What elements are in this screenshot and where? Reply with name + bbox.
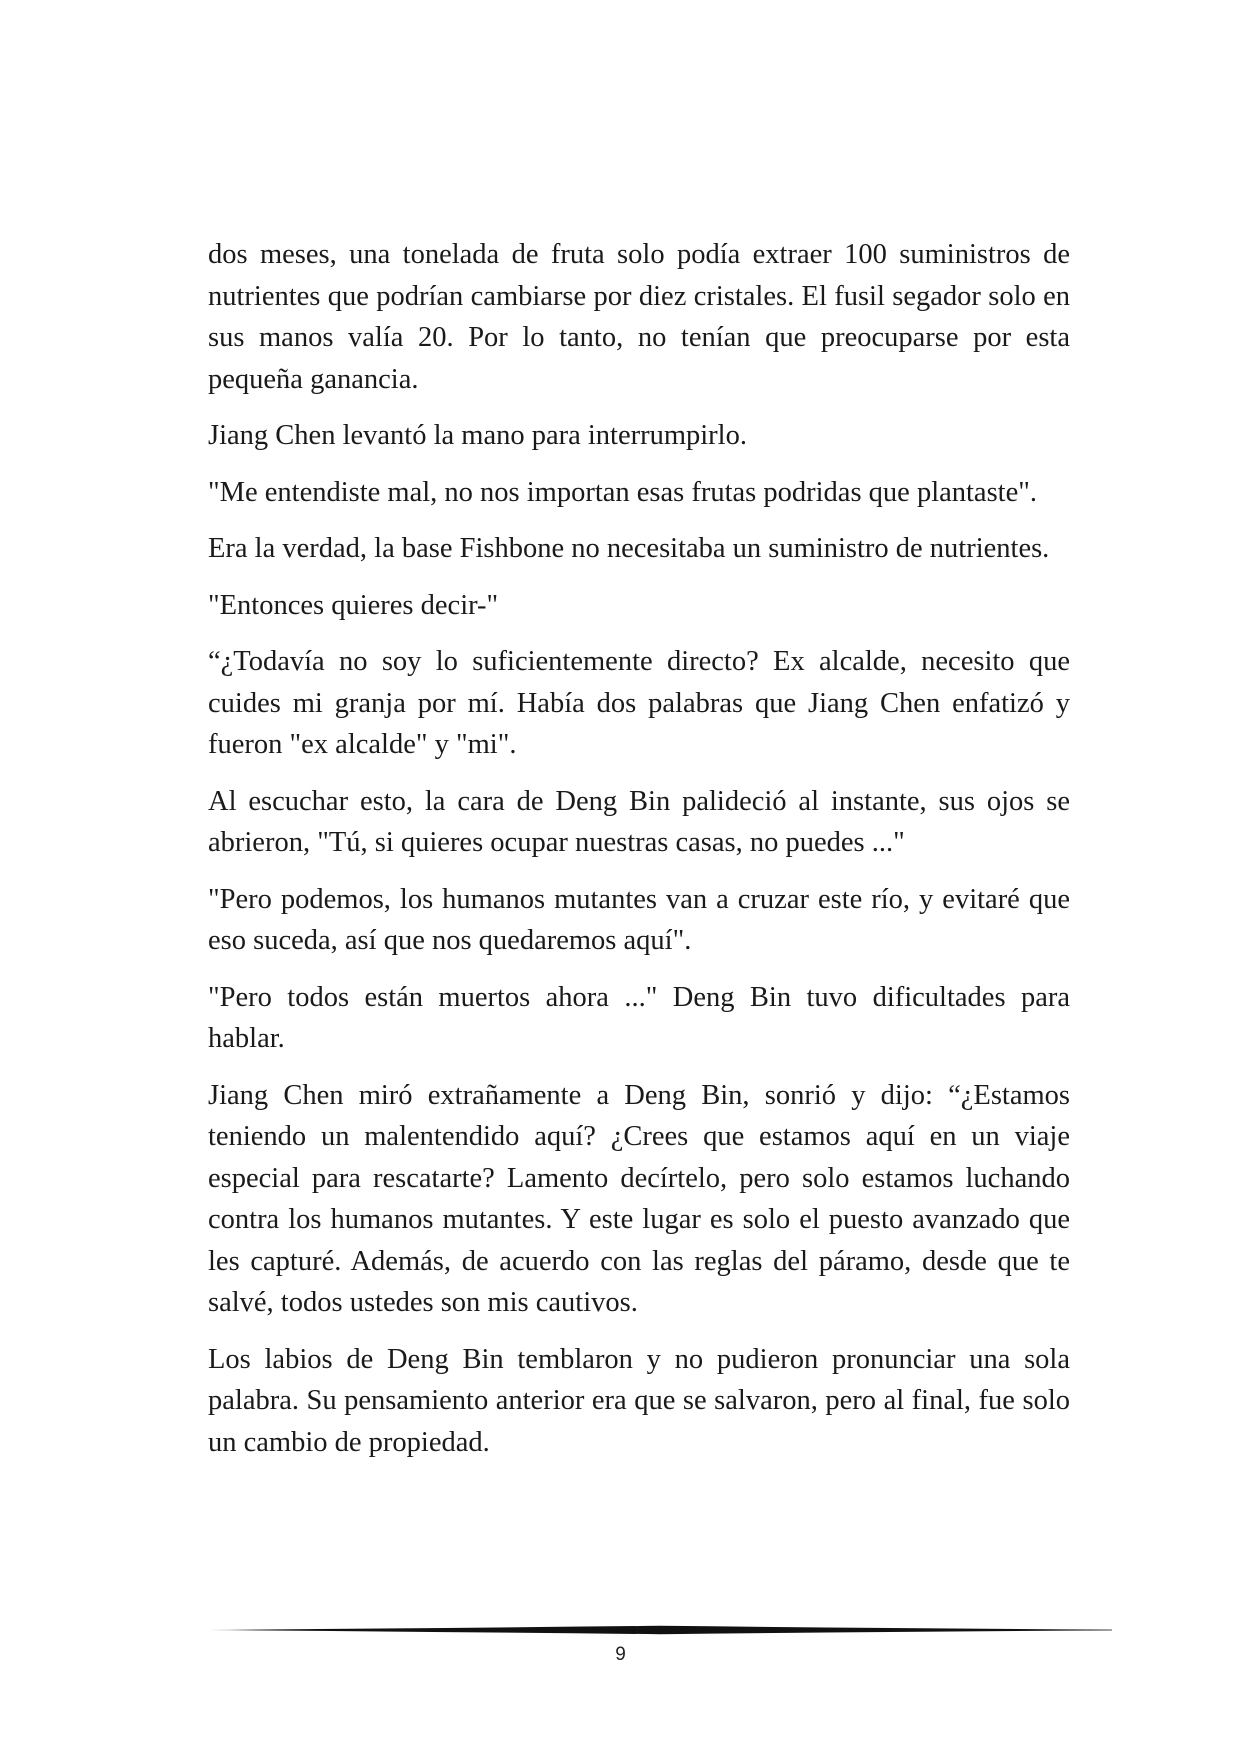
paragraph: “¿Todavía no soy lo suficientemente directo? Ex alcalde, necesito que cuides mi granja por mí. Había dos palabras que Jiang Chen enfatizó y fueron "ex alcalde" y "mi".	[208, 646, 1070, 760]
paragraph: Era la verdad, la base Fishbone no necesitaba un suministro de nutrientes.	[208, 533, 1050, 564]
paragraph: "Pero podemos, los humanos mutantes van a cruzar este río, y evitaré que eso suceda, así que nos quedaremos aquí".	[208, 883, 1070, 956]
paragraph: "Entonces quieres decir-"	[208, 589, 499, 621]
paragraph: Jiang Chen miró extrañamente a Deng Bin, sonrió y dijo: “¿Estamos teniendo un malentendido aquí? ¿Crees que estamos aquí en un viaje especial para rescatarte? Lamento decírtelo, pero solo estamos luchando contra los humanos mutantes. Y este lugar es solo el puesto avanzado que les capturé. Además, de acuerdo con las reglas del páramo, desde que te salvé, todos ustedes son mis cautivos.	[208, 1079, 1070, 1318]
body-text	[208, 234, 1070, 1478]
paragraph: Los labios de Deng Bin temblaron y no pudieron pronunciar una sola palabra. Su pensamiento anterior era que se salvaron, pero al final, fue solo un cambio de propiedad.	[208, 1343, 1070, 1458]
paragraph: Jiang Chen levantó la mano para interrumpirlo.	[208, 420, 747, 451]
paragraph: "Pero todos están muertos ahora ..." Deng Bin tuvo dificultades para hablar.	[208, 981, 1070, 1054]
page-number: 9	[615, 1644, 626, 1665]
paragraph: dos meses, una tonelada de fruta solo podía extraer 100 suministros de nutrientes que podrían cambiarse por diez cristales. El fusil segador solo en sus manos valía 20. Por lo tanto, no tenían que preocuparse por esta pequeña ganancia.	[208, 239, 1070, 395]
footer-divider	[208, 1624, 1112, 1636]
paragraph: "Me entendiste mal, no nos importan esas frutas podridas que plantaste".	[208, 476, 1037, 508]
paragraph: Al escuchar esto, la cara de Deng Bin palideció al instante, sus ojos se abrieron, "Tú, si quieres ocupar nuestras casas, no puedes ..."	[208, 785, 1070, 858]
